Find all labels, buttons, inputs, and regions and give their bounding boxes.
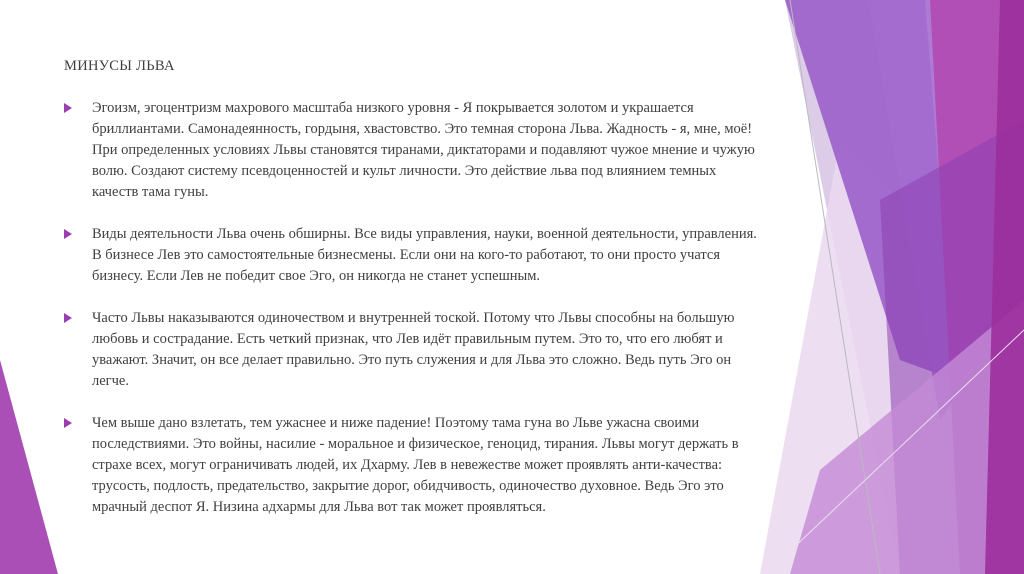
- triangle-bullet-icon: [64, 418, 72, 428]
- list-item: [64, 413, 764, 518]
- bullet-text: Чем выше дано взлетать, тем ужаснее и ниже падение! Поэтому тама гуна во Льве ужасна своими последствиями. Это войны, насилие - моральное и физическое, геноцид, тирания. Львы могут держать в страхе всех, могут ограничивать людей, их Дхарму. Лев в невежестве может проявлять анти-качества: трусость, подлость, предательство, закрытие дорог, обидчивость, одиночество духовное. Ведь Эго это мрачный деспот Я. Низина адхармы для Льва вот так может проявляться.: [92, 415, 739, 515]
- left-purple-triangle: [0, 360, 58, 574]
- triangle-bullet-icon: [64, 103, 72, 113]
- list-item: [64, 98, 764, 203]
- list-item: [64, 308, 764, 392]
- slide-content: [64, 56, 764, 539]
- triangle-bullet-icon: [64, 313, 72, 323]
- list-item: [64, 224, 764, 287]
- slide-title: МИНУСЫ ЛЬВА: [64, 58, 175, 74]
- triangle-bullet-icon: [64, 229, 72, 239]
- bullet-list: [64, 98, 764, 518]
- bullet-text: Виды деятельности Льва очень обширны. Все виды управления, науки, военной деятельности, управления. В бизнесе Лев это самостоятельные бизнесмены. Если они на кого-то работают, то они просто учатся бизнесу. Если Лев не победит свое Эго, он никогда не станет успешным.: [92, 226, 757, 284]
- bullet-text: Часто Львы наказываются одиночеством и внутренней тоской. Потому что Львы способны на большую любовь и сострадание. Есть четкий признак, что Лев идёт правильным путем. Это то, что его любят и уважают. Значит, он все делает правильно. Это путь служения и для Льва это сложно. Ведь путь Эго он легче.: [92, 310, 735, 389]
- bullet-text: Эгоизм, эгоцентризм махрового масштаба низкого уровня - Я покрывается золотом и украшается бриллиантами. Самонадеянность, гордыня, хвастовство. Это темная сторона Льва. Жадность - я, мне, моё! При определенных условиях Львы становятся тиранами, диктаторами и подавляют чужое мнение и чужую волю. Создают систему псевдоценностей и культ личности. Это действие льва под влиянием темных качеств тама гуны.: [92, 100, 755, 200]
